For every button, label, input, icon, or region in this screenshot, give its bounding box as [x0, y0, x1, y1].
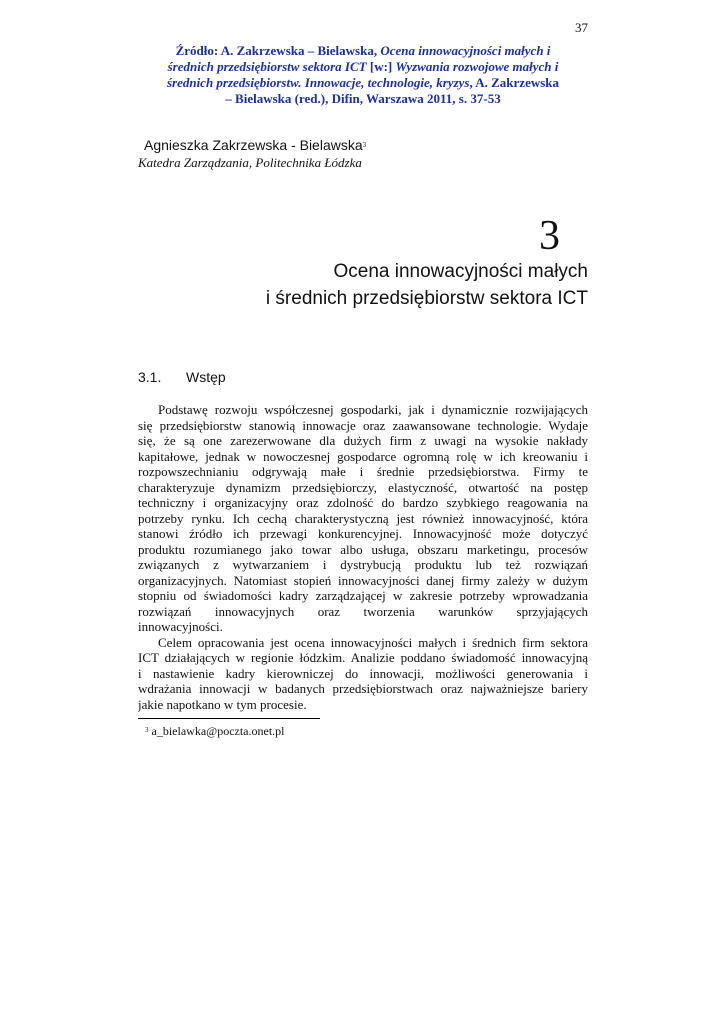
source-line-3: [138, 75, 588, 91]
chapter-title: [150, 258, 588, 312]
source-book-italic: Wyzwania rozwojowe małych i: [395, 59, 559, 74]
chapter-number: 3: [539, 213, 560, 259]
source-line-4: – Bielawska (red.), Difin, Warszawa 2011, s. 37-53: [225, 91, 501, 106]
page-number: 37: [575, 20, 588, 35]
body-line: jakie napotkano w tym procesie.: [138, 696, 307, 712]
source-text: Źródło: A. Zakrzewska – Bielawska,: [175, 43, 381, 58]
body-line: ICT działających w regionie łódzkim. Analizie poddano świadomość innowacyjną: [138, 650, 588, 665]
author: [144, 137, 366, 153]
source-line-1: [138, 43, 588, 59]
source-line-2: [138, 59, 588, 75]
body-line: i nastawienie kadry kierowniczej do innowacji, możliwości generowania i: [138, 665, 588, 681]
body-line: Podstawę rozwoju współczesnej gospodarki, jak i dynamicznie rozwijających: [158, 402, 588, 417]
body-line: się, że są one zarezerwowane dla dużych firm z uwagi na wysokie nakłady: [138, 433, 588, 448]
body-line: Celem opracowania jest ocena innowacyjności małych i średnich firm sektora: [158, 634, 588, 650]
body-line: rozwiązań innowacyjnych oraz tworzenia warunków sprzyjających: [138, 603, 588, 619]
source-citation: [138, 43, 588, 107]
body-line: rozpowszechnianiu odgrywają małe i średnie przedsiębiorstwa. Firmy te: [138, 464, 588, 479]
author-footnote-mark: 3: [362, 141, 367, 149]
body-line: innowacyjności.: [138, 619, 223, 634]
section-title: Wstęp: [186, 369, 226, 385]
source-title-italic: średnich przedsiębiorstw sektora ICT: [167, 59, 367, 74]
section-number: 3.1.: [138, 369, 162, 385]
body-line: kapitałowe, jednak w nowoczesnej gospodarce ogromną rolę w ich kreowaniu i: [138, 448, 588, 464]
body-line: potrzeby rynku. Ich cechą charakterystyczną jest również innowacyjność, która: [138, 510, 588, 526]
footnote: [145, 724, 285, 739]
footnote-email: a_bielawka@poczta.onet.pl: [151, 724, 285, 738]
footnote-mark: 3: [145, 726, 149, 734]
author-affiliation: Katedra Zarządzania, Politechnika Łódzka: [138, 155, 362, 170]
body-text: [138, 402, 588, 712]
body-line: wdrażania innowacji w badanych przedsiębiorstwach oraz najważniejsze bariery: [138, 681, 588, 696]
source-title-italic: Ocena innowacyjności małych i: [380, 43, 551, 58]
section-heading: [138, 369, 226, 385]
chapter-title-line: Ocena innowacyjności małych: [333, 261, 588, 282]
body-line: charakteryzuje dynamizm przedsiębiorczy, elastyczność, otwartość na postęp: [138, 479, 588, 495]
body-line: się przedsiębiorstw stanowią innowacje oraz zaawansowane technologie. Wydaje: [138, 417, 588, 433]
source-text: , A. Zakrzewska: [469, 75, 560, 90]
body-line: produktu rozumianego jako towar albo usługa, obszaru marketingu, procesów: [138, 541, 588, 557]
body-line: organizacyjnych. Natomiast stopień innowacyjności danej firmy zależy w dużym: [138, 572, 588, 588]
author-name: Agnieszka Zakrzewska - Bielawska: [144, 137, 363, 153]
body-line: związanych z wytwarzaniem i dystrybucją produktu lub też rozwiązań: [138, 557, 588, 572]
body-line: techniczny i organizacyjny oraz zdolność do bardzo szybkiego reagowania na: [138, 495, 588, 510]
source-text: [w:]: [366, 59, 396, 74]
body-line: stopniu od świadomości kadry zarządzającej w zakresie potrzeby wprowadzania: [138, 588, 588, 603]
source-book-italic: średnich przedsiębiorstw. Innowacje, technologie, kryzys: [166, 75, 470, 90]
footnote-separator: [138, 718, 320, 719]
body-line: stanowi źródło ich przewagi konkurencyjnej. Innowacyjność może dotyczyć: [138, 526, 588, 541]
chapter-title-line: i średnich przedsiębiorstw sektora ICT: [265, 288, 588, 309]
